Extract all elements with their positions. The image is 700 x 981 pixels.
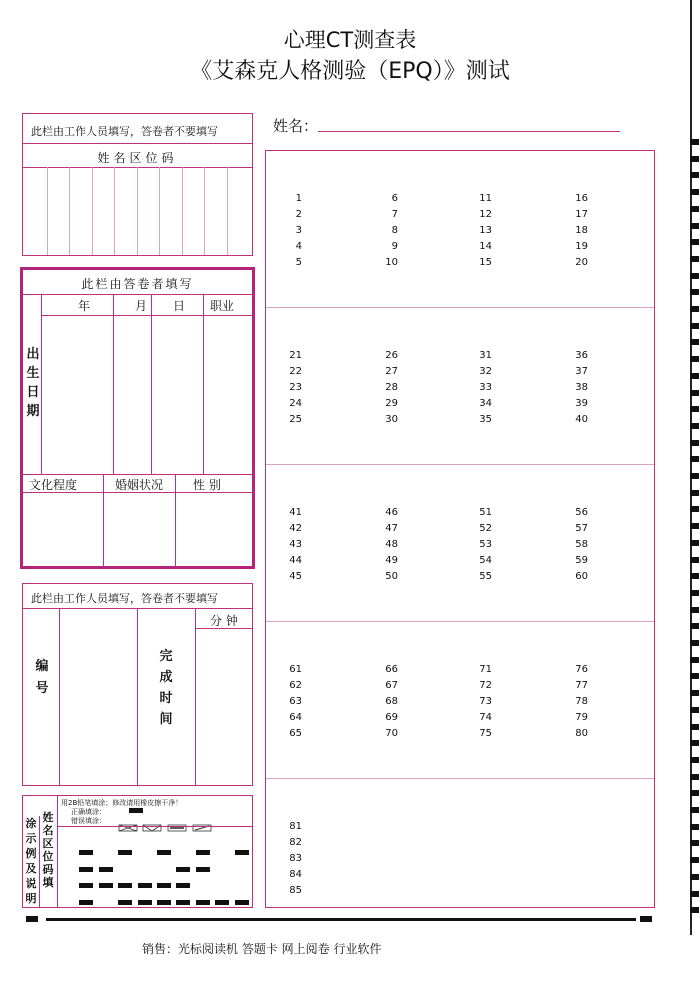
timing-mark xyxy=(690,740,699,746)
sheet-subtitle: 《艾森克人格测验（EPQ）》测试 xyxy=(190,59,510,84)
staff-note-1: 此栏由工作人员填写，答卷者不要填写 xyxy=(31,125,218,138)
question-number: 16 xyxy=(575,193,588,204)
question-number: 43 xyxy=(289,539,302,550)
timing-mark xyxy=(690,506,699,512)
question-number: 29 xyxy=(385,398,398,409)
timing-mark xyxy=(690,557,699,563)
timing-mark xyxy=(690,840,699,846)
answer-area xyxy=(265,150,655,908)
timing-mark xyxy=(690,373,699,379)
question-number: 51 xyxy=(479,507,492,518)
question-number: 71 xyxy=(479,664,492,675)
question-number: 33 xyxy=(479,382,492,393)
question-number: 46 xyxy=(385,507,398,518)
timing-mark xyxy=(690,406,699,412)
timing-mark xyxy=(690,339,699,345)
respondent-title: 此栏由答卷者填写 xyxy=(81,277,194,291)
example-filled-mark xyxy=(79,850,93,855)
question-number: 72 xyxy=(479,680,492,691)
question-number: 27 xyxy=(385,366,398,377)
timing-mark xyxy=(690,807,699,813)
example-box xyxy=(22,795,253,908)
question-number: 75 xyxy=(479,728,492,739)
question-number: 57 xyxy=(575,523,588,534)
name-label: 姓名： xyxy=(273,117,319,135)
question-number: 74 xyxy=(479,712,492,723)
timing-mark xyxy=(690,323,699,329)
question-number: 63 xyxy=(289,696,302,707)
example-filled-mark xyxy=(138,883,152,888)
timing-mark xyxy=(690,790,699,796)
question-number: 67 xyxy=(385,680,398,691)
example-filled-mark xyxy=(235,850,249,855)
question-number: 34 xyxy=(479,398,492,409)
question-number: 66 xyxy=(385,664,398,675)
timing-mark xyxy=(690,239,699,245)
question-number: 76 xyxy=(575,664,588,675)
job-header: 职业 xyxy=(210,299,235,313)
question-number: 50 xyxy=(385,571,398,582)
question-number: 11 xyxy=(479,193,492,204)
example-filled-mark xyxy=(157,883,171,888)
question-number: 62 xyxy=(289,680,302,691)
question-number: 45 xyxy=(289,571,302,582)
question-number: 65 xyxy=(289,728,302,739)
question-number: 30 xyxy=(385,414,398,425)
question-number: 41 xyxy=(289,507,302,518)
timing-mark xyxy=(690,774,699,780)
question-number: 49 xyxy=(385,555,398,566)
day-header: 日 xyxy=(173,299,186,313)
serial-label: 编 号 xyxy=(35,659,49,696)
question-number: 83 xyxy=(289,853,302,864)
question-number: 39 xyxy=(575,398,588,409)
question-number: 3 xyxy=(295,225,302,236)
question-number: 54 xyxy=(479,555,492,566)
staff-note-2: 此栏由工作人员填写，答卷者不要填写 xyxy=(31,592,218,605)
question-number: 21 xyxy=(289,350,302,361)
timing-mark xyxy=(690,540,699,546)
question-number: 13 xyxy=(479,225,492,236)
question-number: 60 xyxy=(575,571,588,582)
question-number: 31 xyxy=(479,350,492,361)
marital-title: 婚姻状况 xyxy=(115,478,164,492)
question-number: 38 xyxy=(575,382,588,393)
staff-box xyxy=(22,583,253,786)
question-number: 48 xyxy=(385,539,398,550)
timing-mark xyxy=(690,206,699,212)
question-number: 5 xyxy=(295,257,302,268)
month-header: 月 xyxy=(135,299,148,313)
question-number: 69 xyxy=(385,712,398,723)
timing-mark xyxy=(690,390,699,396)
question-number: 53 xyxy=(479,539,492,550)
correct-fill-label: 正确填涂： xyxy=(71,808,106,816)
question-number: 14 xyxy=(479,241,492,252)
example-filled-mark xyxy=(176,883,190,888)
timing-mark xyxy=(690,440,699,446)
question-number: 20 xyxy=(575,257,588,268)
timing-mark xyxy=(690,423,699,429)
question-number: 4 xyxy=(295,241,302,252)
timing-mark xyxy=(690,473,699,479)
question-number: 9 xyxy=(391,241,398,252)
timing-mark xyxy=(690,356,699,362)
name-input[interactable] xyxy=(318,131,620,132)
timing-mark xyxy=(690,189,699,195)
respondent-box xyxy=(20,267,255,569)
question-number: 42 xyxy=(289,523,302,534)
timing-mark xyxy=(690,573,699,579)
question-number: 73 xyxy=(479,696,492,707)
example-filled-mark xyxy=(235,900,249,905)
name-code-title: 姓名区位码 xyxy=(97,151,178,165)
sheet-title: 心理CT测查表 xyxy=(283,28,417,52)
question-number: 81 xyxy=(289,821,302,832)
timing-mark xyxy=(690,172,699,178)
example-filled-mark xyxy=(176,900,190,905)
question-number: 6 xyxy=(391,193,398,204)
timing-mark xyxy=(690,707,699,713)
question-number: 10 xyxy=(385,257,398,268)
timing-mark xyxy=(690,690,699,696)
example-filled-mark xyxy=(176,867,190,872)
question-number: 82 xyxy=(289,837,302,848)
question-number: 12 xyxy=(479,209,492,220)
question-number: 55 xyxy=(479,571,492,582)
timing-mark xyxy=(690,156,699,162)
question-number: 7 xyxy=(391,209,398,220)
question-number: 2 xyxy=(295,209,302,220)
timing-mark xyxy=(690,623,699,629)
question-number: 1 xyxy=(295,193,302,204)
timing-mark xyxy=(690,289,699,295)
timing-mark xyxy=(690,857,699,863)
question-number: 32 xyxy=(479,366,492,377)
example-filled-mark xyxy=(196,850,210,855)
question-number: 80 xyxy=(575,728,588,739)
complete-time-label: 完 成 时 间 xyxy=(159,649,173,727)
timing-mark xyxy=(690,306,699,312)
timing-mark xyxy=(690,657,699,663)
question-number: 44 xyxy=(289,555,302,566)
timing-mark xyxy=(690,874,699,880)
question-number: 36 xyxy=(575,350,588,361)
question-number: 25 xyxy=(289,414,302,425)
example-side-label-2: 姓 名 区 位 码 填 xyxy=(42,811,54,889)
example-filled-mark xyxy=(196,900,210,905)
example-filled-mark xyxy=(118,883,132,888)
timing-mark xyxy=(690,256,699,262)
year-header: 年 xyxy=(78,299,91,313)
timing-mark xyxy=(690,757,699,763)
question-number: 78 xyxy=(575,696,588,707)
example-filled-mark xyxy=(138,900,152,905)
question-number: 59 xyxy=(575,555,588,566)
question-number: 23 xyxy=(289,382,302,393)
example-filled-mark xyxy=(118,850,132,855)
question-number: 56 xyxy=(575,507,588,518)
question-number: 70 xyxy=(385,728,398,739)
name-code-box xyxy=(22,113,253,256)
question-number: 28 xyxy=(385,382,398,393)
timing-mark xyxy=(690,824,699,830)
gender-title: 性 别 xyxy=(193,478,221,492)
question-number: 22 xyxy=(289,366,302,377)
timing-mark xyxy=(690,490,699,496)
timing-mark xyxy=(690,139,699,145)
question-number: 79 xyxy=(575,712,588,723)
example-filled-mark xyxy=(157,850,171,855)
question-number: 84 xyxy=(289,869,302,880)
question-number: 52 xyxy=(479,523,492,534)
question-number: 47 xyxy=(385,523,398,534)
question-number: 17 xyxy=(575,209,588,220)
example-filled-mark xyxy=(79,867,93,872)
timing-mark xyxy=(690,640,699,646)
question-number: 77 xyxy=(575,680,588,691)
correct-fill-sample xyxy=(129,808,143,813)
question-number: 35 xyxy=(479,414,492,425)
question-number: 15 xyxy=(479,257,492,268)
example-filled-mark xyxy=(118,900,132,905)
example-filled-mark xyxy=(157,900,171,905)
footer-text: 销售：光标阅读机 答题卡 网上阅卷 行业软件 xyxy=(142,942,382,956)
birth-label: 出 生 日 期 xyxy=(26,347,40,419)
timing-mark xyxy=(690,724,699,730)
bottom-timing-mark-right xyxy=(640,916,652,922)
example-filled-mark xyxy=(79,900,93,905)
timing-mark xyxy=(690,523,699,529)
bottom-rule xyxy=(46,918,636,921)
question-number: 24 xyxy=(289,398,302,409)
timing-mark xyxy=(690,456,699,462)
example-filled-mark xyxy=(99,867,113,872)
timing-mark xyxy=(690,891,699,897)
question-number: 64 xyxy=(289,712,302,723)
question-number: 61 xyxy=(289,664,302,675)
question-number: 58 xyxy=(575,539,588,550)
question-number: 85 xyxy=(289,885,302,896)
question-number: 18 xyxy=(575,225,588,236)
question-number: 8 xyxy=(391,225,398,236)
minutes-label: 分 钟 xyxy=(210,614,238,628)
edu-title: 文化程度 xyxy=(29,478,78,492)
timing-mark xyxy=(690,673,699,679)
question-number: 19 xyxy=(575,241,588,252)
timing-mark xyxy=(690,590,699,596)
example-filled-mark xyxy=(99,883,113,888)
question-number: 26 xyxy=(385,350,398,361)
timing-mark xyxy=(690,273,699,279)
timing-mark xyxy=(690,607,699,613)
question-number: 37 xyxy=(575,366,588,377)
question-number: 68 xyxy=(385,696,398,707)
example-filled-mark xyxy=(196,867,210,872)
example-note: 用2B铅笔填涂；修改请用橡皮擦干净！ xyxy=(61,799,183,807)
example-filled-mark xyxy=(215,900,229,905)
example-side-label: 涂 示 例 及 说 明 xyxy=(25,817,37,905)
bottom-timing-mark-left xyxy=(26,916,38,922)
wrong-fill-label: 错误填涂： xyxy=(71,817,106,825)
example-filled-mark xyxy=(79,883,93,888)
timing-mark xyxy=(690,223,699,229)
timing-mark xyxy=(690,907,699,913)
question-number: 40 xyxy=(575,414,588,425)
